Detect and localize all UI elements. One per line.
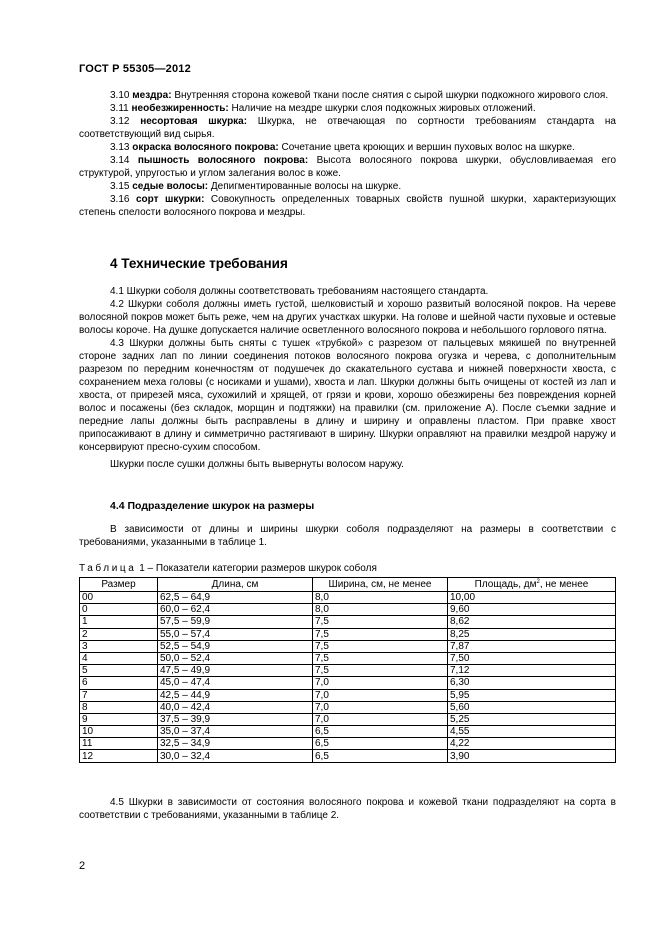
cell-area: 5,95 (448, 689, 616, 701)
header-area: Площадь, $дм^2$, не менее (448, 578, 616, 592)
definition-3-16: 3.16 сорт шкурки: Совокупность определенных товарных свойств пушной шкурки, характеризующих степень спелости волосяного покрова и мездры. (79, 194, 617, 218)
cell-size: 00 (80, 592, 158, 604)
cell-width: 7,0 (313, 713, 448, 725)
cell-width: 8,0 (313, 604, 448, 616)
cell-width: 8,0 (313, 592, 448, 604)
table-row (80, 665, 616, 677)
cell-length: 62,5 – 64,9 (158, 592, 313, 604)
table-header-row (80, 578, 616, 592)
cell-width: 6,5 (313, 738, 448, 750)
definition-3-12: 3.12 несортовая шкурка: Шкурка, не отвечающая по сортности требованиям стандарта на соответствующий вид сырья. (79, 116, 616, 140)
cell-size: 9 (80, 713, 158, 725)
cell-area: 3,90 (448, 750, 616, 762)
cell-size: 0 (80, 604, 158, 616)
document-header: ГОСТ Р 55305—2012 (79, 63, 191, 75)
cell-length: 35,0 – 37,4 (158, 726, 313, 738)
table-row (80, 616, 616, 628)
table-row (80, 677, 616, 689)
cell-length: 55,0 – 57,4 (158, 628, 313, 640)
table-row (80, 701, 616, 713)
table-row (80, 652, 616, 664)
cell-size: 12 (80, 750, 158, 762)
cell-size: 8 (80, 701, 158, 713)
cell-width: 7,0 (313, 701, 448, 713)
cell-area: 9,60 (448, 604, 616, 616)
table-row (80, 738, 616, 750)
cell-size: 7 (80, 689, 158, 701)
cell-area: 7,87 (448, 640, 616, 652)
paragraph-4-3-note: Шкурки после сушки должны быть вывернуты волосом наружу. (110, 459, 404, 470)
header-width: Ширина, см, не менее (313, 578, 448, 592)
cell-area: 4,55 (448, 726, 616, 738)
cell-width: 7,0 (313, 677, 448, 689)
cell-length: 42,5 – 44,9 (158, 689, 313, 701)
cell-area: 7,12 (448, 665, 616, 677)
header-size: Размер (80, 578, 158, 592)
cell-length: 57,5 – 59,9 (158, 616, 313, 628)
cell-length: 40,0 – 42,4 (158, 701, 313, 713)
cell-size: 4 (80, 652, 158, 664)
table-caption-text: 1 – Показатели категории размеров шкурок соболя (139, 563, 377, 574)
paragraph-4-1: 4.1 Шкурки соболя должны соответствовать требованиям настоящего стандарта. (110, 286, 489, 297)
cell-size: 1 (80, 616, 158, 628)
cell-area: 6,30 (448, 677, 616, 689)
cell-area: 4,22 (448, 738, 616, 750)
cell-length: 45,0 – 47,4 (158, 677, 313, 689)
cell-size: 11 (80, 738, 158, 750)
table-row (80, 726, 616, 738)
cell-length: 47,5 – 49,9 (158, 665, 313, 677)
table-row (80, 604, 616, 616)
cell-width: 7,5 (313, 640, 448, 652)
cell-length: 30,0 – 32,4 (158, 750, 313, 762)
cell-length: 32,5 – 34,9 (158, 738, 313, 750)
cell-length: 37,5 – 39,9 (158, 713, 313, 725)
table-row (80, 750, 616, 762)
cell-size: 3 (80, 640, 158, 652)
paragraph-4-5: 4.5 Шкурки в зависимости от состояния волосяного покрова и кожевой ткани подразделяют на сорта в соответствии с требованиями, указанными в таблице 2. (79, 797, 616, 821)
cell-width: 6,5 (313, 750, 448, 762)
subsection-4-4-heading: 4.4 Подразделение шкурок на размеры (110, 500, 315, 512)
cell-area: 10,00 (448, 592, 616, 604)
cell-width: 7,5 (313, 665, 448, 677)
definition-3-15: 3.15 седые волосы: Депигментированные волосы на шкурке. (110, 181, 402, 192)
definition-3-14: 3.14 пышность волосяного покрова: Высота волосяного покрова шкурки, обусловливаемая его структурой, упругостью и углом залегания волос в коже. (79, 155, 617, 179)
cell-width: 7,0 (313, 689, 448, 701)
size-table (79, 577, 616, 763)
table-row (80, 713, 616, 725)
section-4-body (79, 285, 616, 471)
table-row (80, 592, 616, 604)
paragraph-4-4: В зависимости от длины и ширины шкурки соболя подразделяют на размеры в соответствии с требованиями, указанными в таблице 1. (79, 524, 616, 548)
table-1-caption (79, 563, 377, 574)
definition-3-13: 3.13 окраска волосяного покрова: Сочетание цвета кроющих и вершин пуховых волос на шкурке. (110, 142, 575, 153)
cell-size: 2 (80, 628, 158, 640)
cell-size: 6 (80, 677, 158, 689)
table-row (80, 689, 616, 701)
cell-width: 7,5 (313, 616, 448, 628)
cell-length: 52,5 – 54,9 (158, 640, 313, 652)
definition-3-11: 3.11 необезжиренность: Наличие на мездре шкурки слоя подкожных жировых отложений. (110, 103, 536, 114)
cell-width: 7,5 (313, 628, 448, 640)
cell-size: 10 (80, 726, 158, 738)
cell-area: 8,62 (448, 616, 616, 628)
paragraph-4-2: 4.2 Шкурки соболя должны иметь густой, шелковистый и хорошо развитый волосяной покров. На череве волосяной покров может быть реже, чем на других участках шкурки. На голове и шейной части пуховые и остевые волосы короче. На душке допускается наличие осветленного волосяного покрова и небольшого горлового пятна. (79, 299, 616, 336)
section-4-heading: 4 Технические требования (110, 256, 288, 271)
definitions-list (79, 89, 616, 219)
table-caption-prefix: Таблица (79, 563, 137, 574)
cell-area: 5,60 (448, 701, 616, 713)
cell-area: 5,25 (448, 713, 616, 725)
cell-size: 5 (80, 665, 158, 677)
cell-width: 7,5 (313, 652, 448, 664)
header-length: Длина, см (158, 578, 313, 592)
cell-area: 7,50 (448, 652, 616, 664)
cell-area: 8,25 (448, 628, 616, 640)
table-row (80, 628, 616, 640)
paragraph-4-3: 4.3 Шкурки должны быть сняты с тушек «трубкой» с разрезом от пальцевых мякишей по внутренней стороне задних лап по линии соединения потоков волосяного покрова огузка и черева, с дополнительным разрезом по передним конечностям от подушечек до скакательного сустава и нижней поверхности хвоста, с сохранением меха головы (с носиками и ушами), хвоста и лап. Шкурки должны быть очищены от костей из лап и хвоста, от прирезей мяса, сухожилий и хрящей, от грязи и крови, хорошо обезжирены без повреждения корней волос и посажены (без складок, морщин и подтяжки) на правилки (см. приложение А). После съемки задние и передние лапы должны быть расправлены в длину и ширину и оправлены пластом. При правке хвост припосаживают в длину и симметрично растягивают в ширину. Шкурки оправляют на правилки мездрой наружу и консервируют пресно-сухим способом. (79, 338, 616, 453)
cell-length: 50,0 – 52,4 (158, 652, 313, 664)
definition-3-10: 3.10 мездра: Внутренняя сторона кожевой ткани после снятия с сырой шкурки подкожного жирового слоя. (110, 90, 609, 101)
page-number: 2 (79, 860, 86, 872)
cell-length: 60,0 – 62,4 (158, 604, 313, 616)
cell-width: 6,5 (313, 726, 448, 738)
table-row (80, 640, 616, 652)
